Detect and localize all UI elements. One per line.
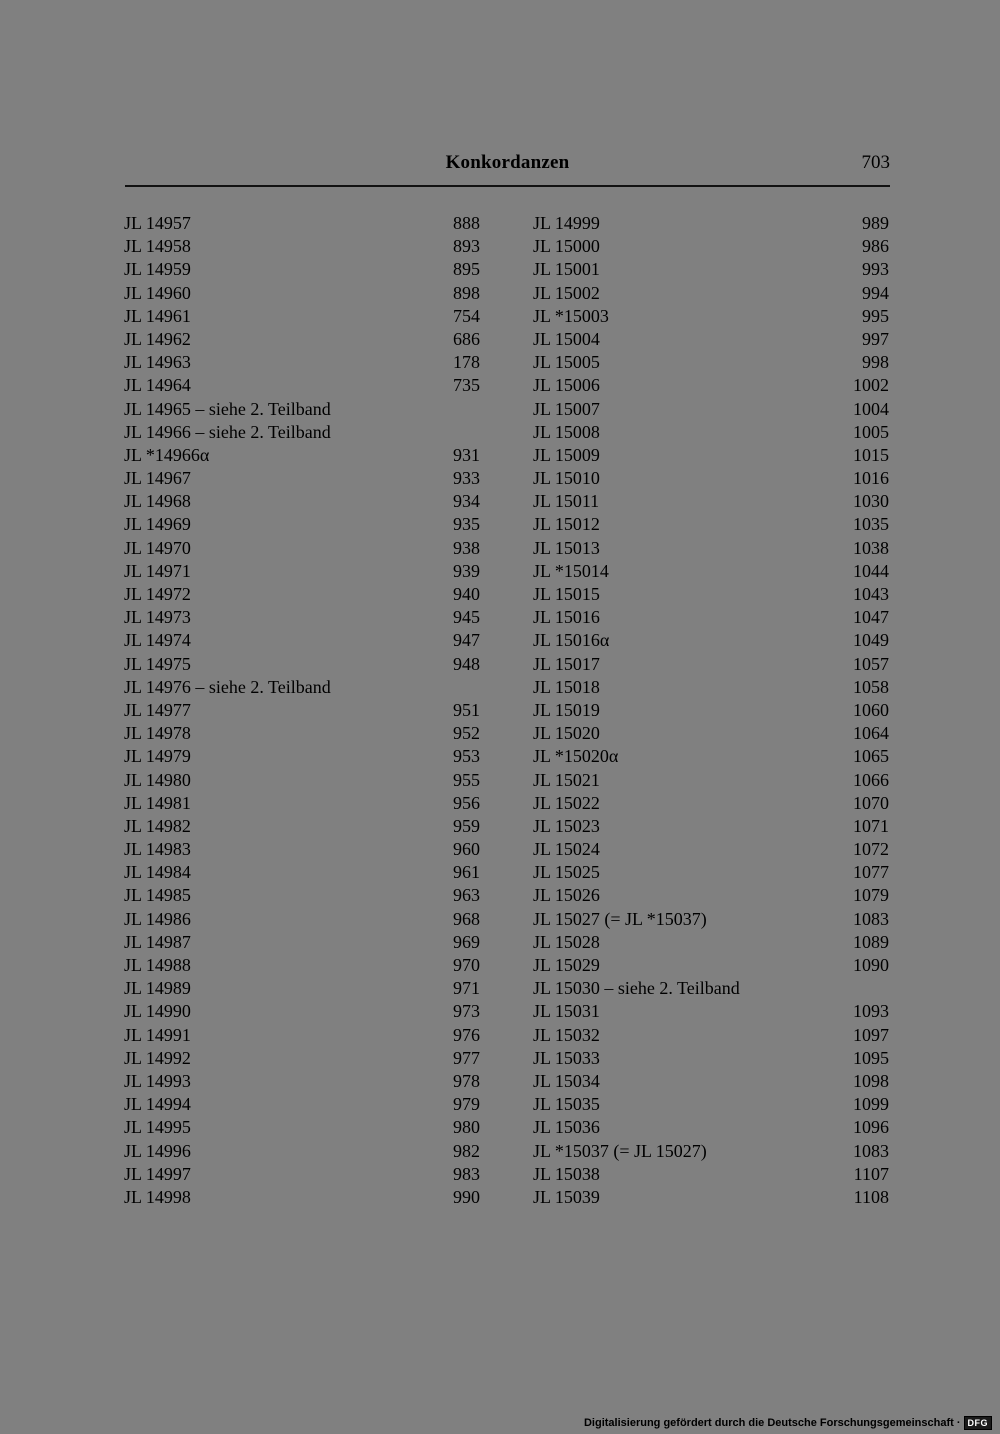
entry-reference: JL 14957 xyxy=(124,213,191,233)
entry-reference: JL 14963 xyxy=(124,352,191,373)
entry-reference: JL 14995 xyxy=(124,1117,191,1138)
entry-page: 1071 xyxy=(853,815,889,836)
entry-page: 1004 xyxy=(853,398,889,419)
entry-reference: JL 15030 – siehe 2. Teilband xyxy=(533,978,740,999)
entry-reference: JL 14980 xyxy=(124,769,191,790)
concordance-row xyxy=(533,1000,889,1023)
entry-page: 931 xyxy=(453,444,480,465)
concordance-row xyxy=(124,1186,480,1209)
concordance-row xyxy=(533,374,889,397)
concordance-row xyxy=(533,1186,889,1209)
entry-page: 1083 xyxy=(853,908,889,929)
concordance-row xyxy=(124,884,480,907)
concordance-row xyxy=(124,699,480,722)
entry-reference: JL 14987 xyxy=(124,931,191,952)
entry-reference: JL 15023 xyxy=(533,815,600,836)
concordance-row xyxy=(124,745,480,768)
entry-page: 973 xyxy=(453,1001,480,1022)
left-column xyxy=(124,212,480,1209)
entry-page: 1077 xyxy=(853,862,889,883)
entry-page: 947 xyxy=(453,630,480,651)
concordance-row xyxy=(533,351,889,374)
entry-page: 939 xyxy=(453,560,480,581)
entry-page: 1090 xyxy=(853,955,889,975)
concordance-row xyxy=(533,513,889,536)
entry-page: 997 xyxy=(862,328,889,349)
concordance-row xyxy=(124,282,480,305)
entry-page: 994 xyxy=(862,282,889,303)
concordance-row xyxy=(124,815,480,838)
concordance-row xyxy=(124,560,480,583)
entry-reference: JL 14989 xyxy=(124,978,191,999)
concordance-row xyxy=(533,676,889,699)
entry-page: 940 xyxy=(453,584,480,604)
entry-reference: JL 15036 xyxy=(533,1117,600,1138)
concordance-row xyxy=(533,815,889,838)
entry-reference: JL 14982 xyxy=(124,815,191,836)
concordance-row xyxy=(533,1163,889,1186)
page-header xyxy=(125,148,890,184)
entry-reference: JL 15005 xyxy=(533,352,600,373)
entry-page: 993 xyxy=(862,259,889,280)
entry-page: 983 xyxy=(453,1163,480,1184)
entry-page: 754 xyxy=(453,305,480,326)
entry-reference: JL 15016α xyxy=(533,630,610,651)
entry-page: 956 xyxy=(453,792,480,813)
concordance-row xyxy=(124,977,480,1000)
concordance-row xyxy=(533,884,889,907)
entry-reference: JL 14972 xyxy=(124,584,191,604)
entry-page: 1030 xyxy=(853,491,889,512)
entry-reference: JL 15006 xyxy=(533,375,600,396)
entry-reference: JL 14983 xyxy=(124,839,191,860)
entry-reference: JL 14988 xyxy=(124,955,191,975)
entry-reference: JL 15028 xyxy=(533,931,600,952)
concordance-row xyxy=(533,1047,889,1070)
entry-page: 898 xyxy=(453,282,480,303)
entry-reference: JL 14975 xyxy=(124,653,191,674)
entry-reference: JL 15021 xyxy=(533,769,600,790)
entry-reference: JL *15014 xyxy=(533,560,609,581)
concordance-row xyxy=(533,653,889,676)
concordance-row xyxy=(124,838,480,861)
concordance-row xyxy=(533,560,889,583)
entry-reference: JL 14991 xyxy=(124,1024,191,1045)
concordance-row xyxy=(124,537,480,560)
concordance-row xyxy=(124,490,480,513)
concordance-row xyxy=(124,328,480,351)
concordance-row xyxy=(124,1093,480,1116)
entry-page: 1035 xyxy=(853,514,889,535)
entry-reference: JL 14960 xyxy=(124,282,191,303)
entry-reference: JL 15018 xyxy=(533,676,600,697)
entry-reference: JL 15015 xyxy=(533,584,600,604)
entry-page: 934 xyxy=(453,491,480,512)
entry-reference: JL 15007 xyxy=(533,398,600,419)
entry-page: 895 xyxy=(453,259,480,280)
concordance-row xyxy=(124,769,480,792)
entry-reference: JL 15017 xyxy=(533,653,600,674)
page-title: Konkordanzen xyxy=(445,152,570,173)
entry-page: 178 xyxy=(453,352,480,373)
entry-page: 935 xyxy=(453,514,480,535)
concordance-row xyxy=(533,490,889,513)
entry-reference: JL 15002 xyxy=(533,282,600,303)
concordance-row xyxy=(533,258,889,281)
entry-page: 1058 xyxy=(853,676,889,697)
entry-page: 979 xyxy=(453,1094,480,1115)
entry-page: 1049 xyxy=(853,630,889,651)
entry-reference: JL 15000 xyxy=(533,236,600,257)
concordance-row xyxy=(533,931,889,954)
concordance-row xyxy=(533,583,889,606)
concordance-row xyxy=(124,1024,480,1047)
entry-reference: JL 15001 xyxy=(533,259,600,280)
concordance-row xyxy=(124,792,480,815)
entry-page: 735 xyxy=(453,375,480,396)
concordance-row xyxy=(124,676,480,699)
entry-reference: JL 14967 xyxy=(124,468,191,489)
concordance-row xyxy=(533,305,889,328)
concordance-row xyxy=(124,1140,480,1163)
entry-reference: JL 14964 xyxy=(124,375,191,396)
entry-page: 961 xyxy=(453,862,480,883)
entry-page: 980 xyxy=(453,1117,480,1138)
entry-page: 977 xyxy=(453,1047,480,1068)
concordance-row xyxy=(124,861,480,884)
concordance-row xyxy=(124,421,480,444)
concordance-row xyxy=(533,606,889,629)
entry-page: 955 xyxy=(453,769,480,790)
entry-reference: JL 15019 xyxy=(533,699,600,720)
entry-reference: JL 14984 xyxy=(124,862,191,883)
entry-reference: JL 15022 xyxy=(533,792,600,813)
entry-reference: JL 15027 (= JL *15037) xyxy=(533,908,707,929)
entry-reference: JL 15031 xyxy=(533,1001,600,1022)
entry-page: 1079 xyxy=(853,885,889,906)
entry-page: 960 xyxy=(453,839,480,860)
entry-reference: JL 14994 xyxy=(124,1094,191,1115)
entry-reference: JL 15039 xyxy=(533,1186,600,1207)
entry-reference: JL 14993 xyxy=(124,1070,191,1091)
entry-page: 1047 xyxy=(853,607,889,628)
entry-page: 945 xyxy=(453,607,480,628)
entry-reference: JL 14958 xyxy=(124,236,191,257)
concordance-row xyxy=(533,235,889,258)
concordance-row xyxy=(124,583,480,606)
entry-page: 1095 xyxy=(853,1047,889,1068)
concordance-row xyxy=(124,467,480,490)
entry-reference: JL 14962 xyxy=(124,328,191,349)
concordance-row xyxy=(124,606,480,629)
entry-page: 1108 xyxy=(853,1186,889,1207)
entry-reference: JL 14996 xyxy=(124,1140,191,1161)
entry-page: 995 xyxy=(862,305,889,326)
entry-page: 888 xyxy=(453,213,480,233)
concordance-row xyxy=(533,212,889,235)
entry-reference: JL *15003 xyxy=(533,305,609,326)
entry-reference: JL *15037 (= JL 15027) xyxy=(533,1140,707,1161)
entry-page: 1038 xyxy=(853,537,889,558)
entry-page: 938 xyxy=(453,537,480,558)
entry-reference: JL 15009 xyxy=(533,444,600,465)
entry-reference: JL 15032 xyxy=(533,1024,600,1045)
concordance-row xyxy=(124,212,480,235)
concordance-row xyxy=(124,398,480,421)
entry-page: 1093 xyxy=(853,1001,889,1022)
entry-page: 1015 xyxy=(853,444,889,465)
concordance-row xyxy=(124,305,480,328)
entry-page: 1064 xyxy=(853,723,889,744)
entry-page: 1002 xyxy=(853,375,889,396)
entry-reference: JL *15020α xyxy=(533,746,619,767)
concordance-row xyxy=(533,792,889,815)
entry-page: 971 xyxy=(453,978,480,999)
entry-page: 1043 xyxy=(853,584,889,604)
entry-reference: JL *14966α xyxy=(124,444,210,465)
entry-page: 1065 xyxy=(853,746,889,767)
entry-page: 1072 xyxy=(853,839,889,860)
entry-page: 968 xyxy=(453,908,480,929)
entry-reference: JL 15004 xyxy=(533,328,600,349)
entry-page: 948 xyxy=(453,653,480,674)
entry-reference: JL 14978 xyxy=(124,723,191,744)
entry-page: 1016 xyxy=(853,468,889,489)
entry-reference: JL 14968 xyxy=(124,491,191,512)
footer-text: Digitalisierung gefördert durch die Deutsche Forschungsgemeinschaft · xyxy=(583,1417,961,1429)
entry-page: 1070 xyxy=(853,792,889,813)
footer-credit xyxy=(584,1416,992,1430)
concordance-row xyxy=(124,235,480,258)
concordance-row xyxy=(124,1000,480,1023)
entry-reference: JL 15038 xyxy=(533,1163,600,1184)
entry-page: 986 xyxy=(862,236,889,257)
concordance-row xyxy=(533,954,889,977)
entry-page: 1089 xyxy=(853,931,889,952)
entry-reference: JL 14959 xyxy=(124,259,191,280)
concordance-row xyxy=(124,513,480,536)
entry-page: 978 xyxy=(453,1070,480,1091)
entry-reference: JL 15033 xyxy=(533,1047,600,1068)
entry-page: 970 xyxy=(453,955,480,975)
concordance-row xyxy=(124,629,480,652)
concordance-row xyxy=(124,931,480,954)
concordance-row xyxy=(124,374,480,397)
entry-reference: JL 15026 xyxy=(533,885,600,906)
entry-page: 982 xyxy=(453,1140,480,1161)
entry-reference: JL 14999 xyxy=(533,213,600,233)
entry-reference: JL 14990 xyxy=(124,1001,191,1022)
entry-reference: JL 14985 xyxy=(124,885,191,906)
entry-reference: JL 15010 xyxy=(533,468,600,489)
concordance-row xyxy=(533,421,889,444)
entry-page: 1005 xyxy=(853,421,889,442)
entry-page: 969 xyxy=(453,931,480,952)
entry-page: 1044 xyxy=(853,560,889,581)
entry-page: 893 xyxy=(453,236,480,257)
entry-reference: JL 15035 xyxy=(533,1094,600,1115)
concordance-row xyxy=(533,722,889,745)
entry-page: 976 xyxy=(453,1024,480,1045)
concordance-row xyxy=(124,1070,480,1093)
concordance-row xyxy=(533,328,889,351)
right-column xyxy=(533,212,889,1209)
concordance-row xyxy=(533,699,889,722)
entry-reference: JL 14970 xyxy=(124,537,191,558)
concordance-row xyxy=(533,861,889,884)
concordance-row xyxy=(533,1070,889,1093)
entry-page: 990 xyxy=(453,1186,480,1207)
entry-reference: JL 14979 xyxy=(124,746,191,767)
concordance-row xyxy=(533,769,889,792)
entry-reference: JL 15029 xyxy=(533,955,600,975)
entry-reference: JL 15034 xyxy=(533,1070,600,1091)
concordance-row xyxy=(124,1047,480,1070)
concordance-row xyxy=(533,444,889,467)
entry-page: 953 xyxy=(453,746,480,767)
entry-reference: JL 15008 xyxy=(533,421,600,442)
concordance-row xyxy=(124,351,480,374)
entry-reference: JL 15016 xyxy=(533,607,600,628)
concordance-row xyxy=(124,1163,480,1186)
entry-reference: JL 15025 xyxy=(533,862,600,883)
concordance-row xyxy=(533,537,889,560)
entry-page: 1060 xyxy=(853,699,889,720)
entry-reference: JL 14973 xyxy=(124,607,191,628)
entry-page: 998 xyxy=(862,352,889,373)
dfg-logo-icon: DFG xyxy=(964,1416,993,1430)
entry-page: 1096 xyxy=(853,1117,889,1138)
entry-page: 1098 xyxy=(853,1070,889,1091)
entry-reference: JL 14997 xyxy=(124,1163,191,1184)
entry-reference: JL 14977 xyxy=(124,699,191,720)
entry-page: 1097 xyxy=(853,1024,889,1045)
concordance-row xyxy=(533,1024,889,1047)
concordance-row xyxy=(533,629,889,652)
concordance-row xyxy=(124,1116,480,1139)
entry-reference: JL 14986 xyxy=(124,908,191,929)
concordance-row xyxy=(124,653,480,676)
entry-reference: JL 14974 xyxy=(124,630,191,651)
concordance-row xyxy=(124,908,480,931)
concordance-row xyxy=(533,745,889,768)
concordance-row xyxy=(533,1116,889,1139)
entry-reference: JL 15020 xyxy=(533,723,600,744)
entry-reference: JL 15011 xyxy=(533,491,600,512)
entry-reference: JL 14981 xyxy=(124,792,191,813)
entry-reference: JL 14971 xyxy=(124,560,191,581)
entry-reference: JL 14976 – siehe 2. Teilband xyxy=(124,676,331,697)
entry-reference: JL 14965 – siehe 2. Teilband xyxy=(124,398,331,419)
concordance-row xyxy=(533,1140,889,1163)
concordance-row xyxy=(533,398,889,421)
entry-page: 952 xyxy=(453,723,480,744)
entry-page: 686 xyxy=(453,328,480,349)
concordance-row xyxy=(533,1093,889,1116)
concordance-row xyxy=(124,722,480,745)
entry-reference: JL 14998 xyxy=(124,1186,191,1207)
concordance-row xyxy=(124,444,480,467)
entry-page: 959 xyxy=(453,815,480,836)
entry-reference: JL 15013 xyxy=(533,537,600,558)
entry-reference: JL 14992 xyxy=(124,1047,191,1068)
concordance-row xyxy=(533,838,889,861)
page-number: 703 xyxy=(861,152,890,173)
entry-page: 963 xyxy=(453,885,480,906)
entry-page: 933 xyxy=(453,468,480,489)
entry-page: 951 xyxy=(453,699,480,720)
entry-reference: JL 15012 xyxy=(533,514,600,535)
header-rule xyxy=(125,185,890,187)
entry-reference: JL 14961 xyxy=(124,305,191,326)
concordance-row xyxy=(533,977,889,1000)
entry-reference: JL 14969 xyxy=(124,514,191,535)
entry-page: 1099 xyxy=(853,1094,889,1115)
entry-reference: JL 15024 xyxy=(533,839,600,860)
concordance-row xyxy=(533,467,889,490)
entry-page: 1107 xyxy=(853,1163,889,1184)
entry-page: 1083 xyxy=(853,1140,889,1161)
entry-reference: JL 14966 – siehe 2. Teilband xyxy=(124,421,331,442)
entry-page: 1057 xyxy=(853,653,889,674)
entry-page: 989 xyxy=(862,213,889,233)
entry-page: 1066 xyxy=(853,769,889,790)
concordance-row xyxy=(124,954,480,977)
concordance-row xyxy=(124,258,480,281)
concordance-row xyxy=(533,908,889,931)
concordance-row xyxy=(533,282,889,305)
